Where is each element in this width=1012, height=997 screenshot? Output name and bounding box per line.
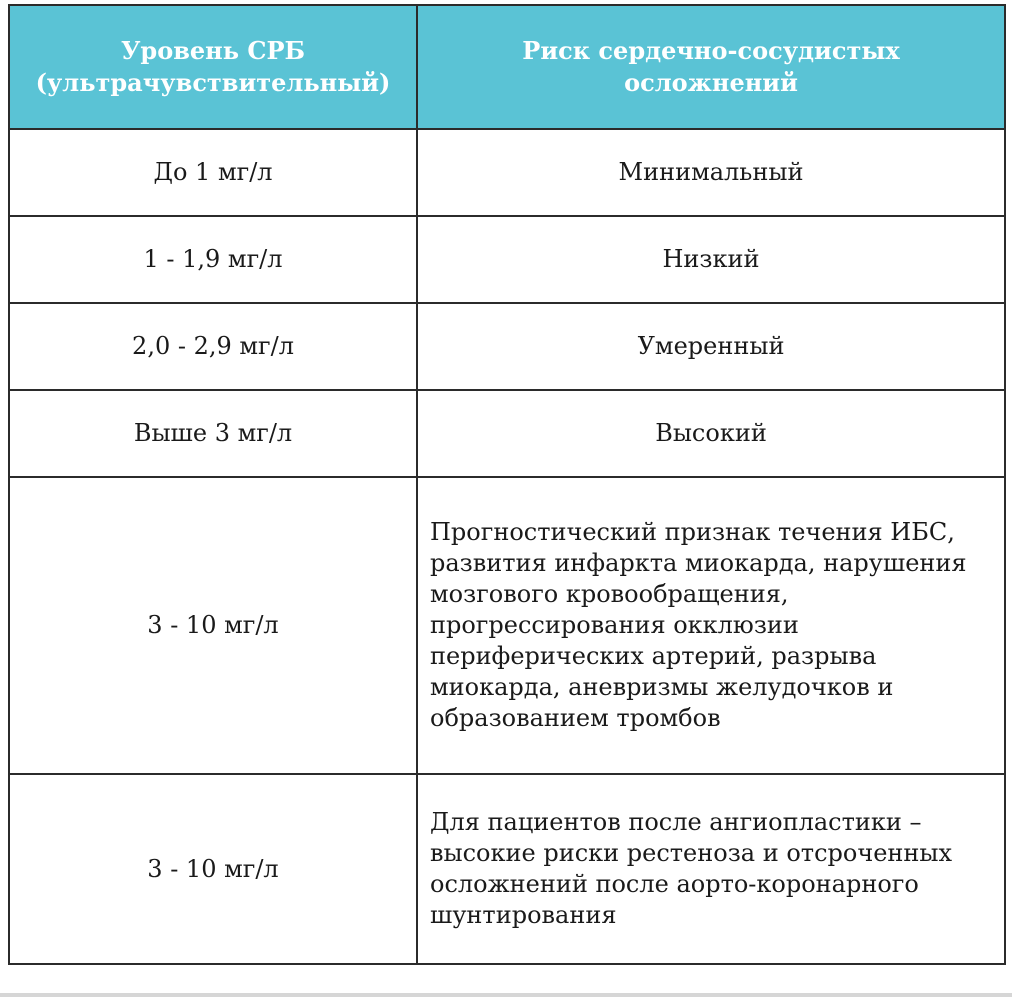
risk-cell: Высокий [417,390,1005,477]
crp-risk-table [8,4,1006,965]
crp-level-cell: Выше 3 мг/л [9,390,417,477]
header-crp-level-text: Уровень СРБ (ультрачувствительный) [35,36,391,97]
risk-description-cell: Для пациентов после ангиопластики – высокие риски рестеноза и отсроченных осложнений после аорто-коронарного шунтирования [417,774,1005,964]
table-row [9,129,1005,216]
header-crp-level [9,5,417,129]
risk-cell: Низкий [417,216,1005,303]
table-row [9,216,1005,303]
table-row [9,303,1005,390]
header-cardio-risk [417,5,1005,129]
crp-level-cell: 3 - 10 мг/л [9,774,417,964]
crp-level-cell: 3 - 10 мг/л [9,477,417,774]
bottom-divider [0,993,1012,997]
header-cardio-risk-text: Риск сердечно-сосудистых осложнений [522,36,900,97]
table-header-row [9,5,1005,129]
crp-level-cell: 1 - 1,9 мг/л [9,216,417,303]
table-row [9,774,1005,964]
crp-level-cell: До 1 мг/л [9,129,417,216]
risk-cell: Минимальный [417,129,1005,216]
risk-description-cell: Прогностический признак течения ИБС, развития инфаркта миокарда, нарушения мозгового кровообращения, прогрессирования окклюзии периферических артерий, разрыва миокарда, аневризмы желудочков и образованием тромбов [417,477,1005,774]
crp-level-cell: 2,0 - 2,9 мг/л [9,303,417,390]
table-row [9,390,1005,477]
table-row [9,477,1005,774]
risk-cell: Умеренный [417,303,1005,390]
